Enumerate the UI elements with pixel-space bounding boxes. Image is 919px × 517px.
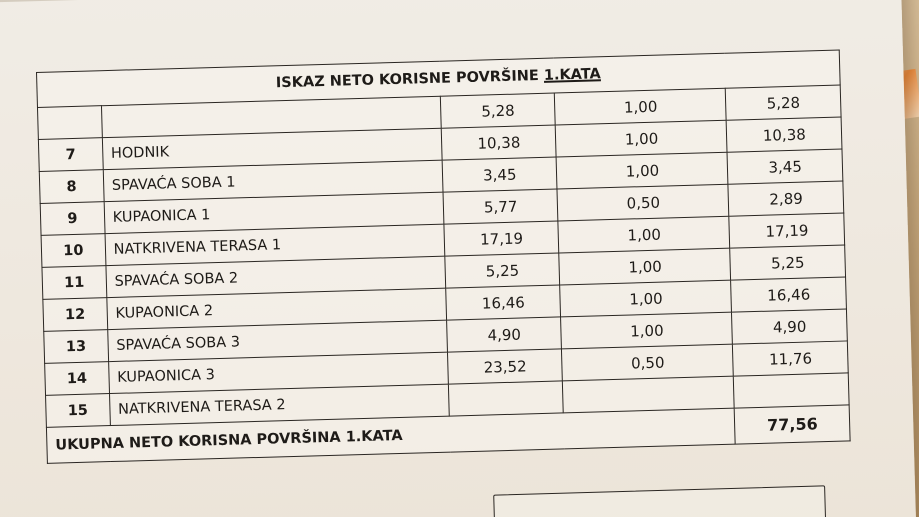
total-label: UKUPNA NETO KORISNA POVRŠINA 1.KATA	[46, 408, 735, 463]
net-area: 10,38	[727, 117, 842, 152]
area-factor: 1,00	[558, 216, 730, 253]
table-title-prefix: ISKAZ NETO KORISNE POVRŠINE	[275, 67, 545, 92]
table-title-floor: 1.KATA	[543, 66, 601, 84]
room-number: 7	[38, 138, 103, 172]
area-factor: 1,00	[556, 152, 728, 189]
net-area: 11,76	[733, 341, 848, 376]
area-factor: 0,50	[557, 184, 729, 221]
net-area-table	[36, 50, 851, 464]
room-name: NATKRIVENA TERASA 1	[105, 224, 445, 265]
room-area: 17,19	[444, 221, 559, 256]
area-table-wrapper	[36, 50, 851, 464]
room-name: HODNIK	[102, 128, 442, 169]
room-name: SPAVAĆA SOBA 2	[106, 256, 446, 297]
room-area: 10,38	[441, 125, 556, 160]
net-area: 17,19	[729, 213, 844, 248]
area-factor	[563, 376, 735, 413]
room-name: SPAVAĆA SOBA 3	[107, 320, 447, 361]
net-area: 5,25	[730, 245, 845, 280]
room-name: SPAVAĆA SOBA 1	[103, 160, 443, 201]
room-number: 11	[42, 266, 107, 300]
room-area: 4,90	[447, 317, 562, 352]
room-number: 8	[39, 170, 104, 204]
room-area: 5,28	[440, 93, 555, 128]
table-body	[37, 85, 849, 427]
net-area: 16,46	[731, 277, 846, 312]
room-number: 15	[46, 394, 111, 428]
net-area: 4,90	[732, 309, 847, 344]
net-area: 3,45	[727, 149, 842, 184]
room-number: 9	[40, 202, 105, 236]
room-area: 3,45	[442, 157, 557, 192]
room-area	[448, 381, 563, 416]
room-number: 13	[44, 330, 109, 364]
area-factor: 1,00	[559, 248, 731, 285]
room-name: KUPAONICA 1	[104, 192, 444, 233]
room-area: 5,77	[443, 189, 558, 224]
room-name: NATKRIVENA TERASA 2	[109, 384, 449, 425]
room-area: 5,25	[445, 253, 560, 288]
room-number	[37, 106, 102, 140]
room-area: 16,46	[446, 285, 561, 320]
area-factor: 1,00	[555, 88, 727, 125]
total-value: 77,56	[735, 405, 850, 444]
room-number: 10	[41, 234, 106, 268]
net-area: 5,28	[726, 85, 841, 120]
area-factor: 1,00	[560, 280, 732, 317]
net-area: 2,89	[728, 181, 843, 216]
room-number: 12	[43, 298, 108, 332]
area-factor: 1,00	[556, 120, 728, 157]
room-area: 23,52	[448, 349, 563, 384]
room-name: KUPAONICA 2	[107, 288, 447, 329]
area-factor: 0,50	[562, 344, 734, 381]
net-area	[734, 373, 849, 408]
room-number: 14	[45, 362, 110, 396]
area-factor: 1,00	[561, 312, 733, 349]
room-name: KUPAONICA 3	[108, 352, 448, 393]
paper-fold-line	[0, 0, 901, 3]
